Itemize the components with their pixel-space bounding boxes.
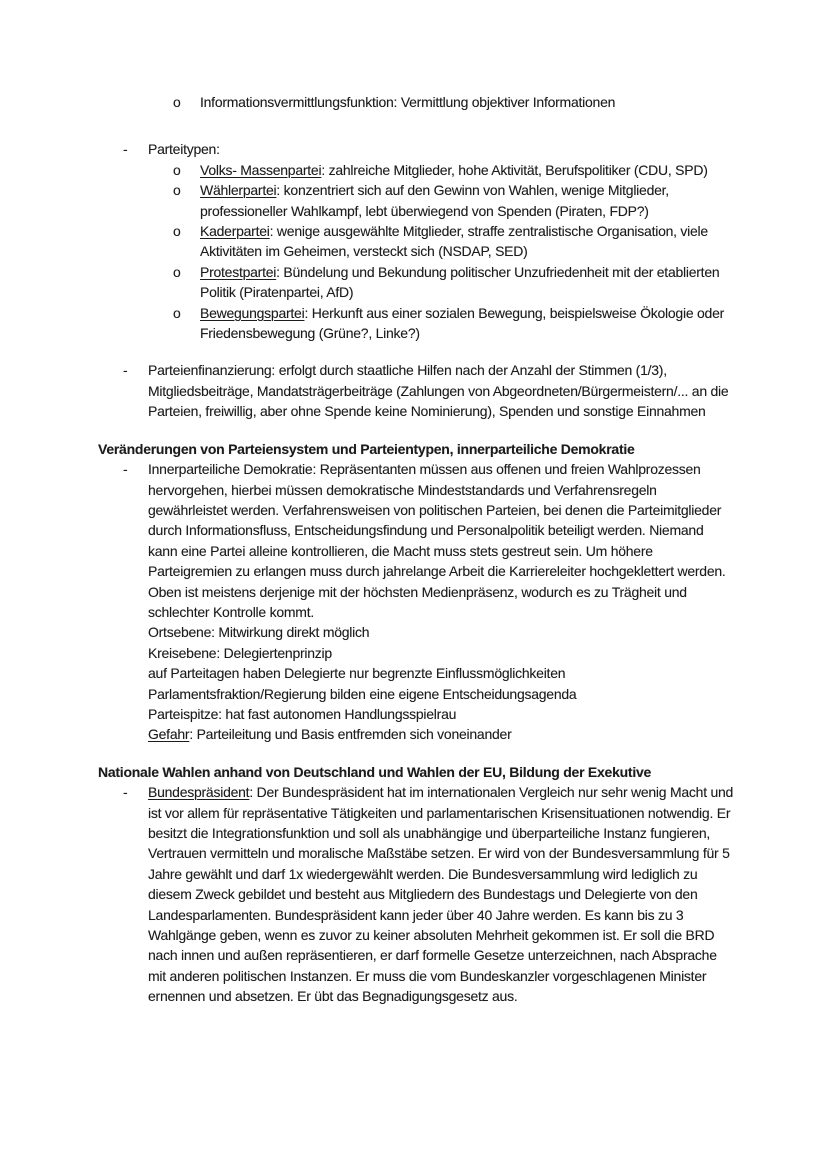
text-segment: Parteispitze: hat fast autonomen Handlungsspielrau	[148, 705, 457, 722]
blank-line	[98, 112, 734, 139]
paragraph-line	[98, 704, 734, 724]
text-segment: : Parteileitung und Basis entfremden sich voneinander	[189, 726, 512, 743]
text-segment: Volks- Massenpartei	[200, 161, 322, 178]
text-segment: Bundespräsident	[148, 784, 250, 801]
list-item-level1	[98, 782, 734, 1006]
bullet-marker: o	[173, 94, 181, 110]
text-segment: Wählerpartei	[200, 182, 277, 199]
text-segment: Kreisebene: Delegiertenprinzip	[148, 644, 332, 661]
section-heading	[98, 439, 734, 459]
list-item-level1	[98, 459, 734, 622]
paragraph-line	[98, 684, 734, 704]
text-segment: Parlamentsfraktion/Regierung bilden eine eigene Entscheidungsagenda	[148, 685, 577, 702]
list-item-level2	[98, 303, 734, 344]
text-segment: Ortsebene: Mitwirkung direkt möglich	[148, 624, 370, 641]
text-segment: Parteienfinanzierung: erfolgt durch staatliche Hilfen nach der Anzahl der Stimmen (1/3), Mitgliedsbeiträge, Mandatsträgerbeiträge (Zahlungen von Abgeordneten/Bürgermeistern/... an die Parteien, freiwillig, aber ohne Spende keine Nominierung), Spenden und sonstige Einnahmen	[148, 362, 729, 420]
bullet-marker: o	[173, 223, 181, 240]
list-item-level2	[98, 262, 734, 303]
bullet-marker: o	[173, 304, 181, 321]
paragraph-line	[98, 724, 734, 744]
paragraph-line	[98, 622, 734, 642]
bullet-marker: o	[173, 182, 181, 199]
text-segment: Innerparteiliche Demokratie: Repräsentanten müssen aus offenen und freien Wahlprozessen hervorgehen, hierbei müssen demokratische Mindeststandards und Verfahrensregeln gewährleistet werden. Verfahrensweisen von politischen Parteien, bei denen die Parteimitglieder durch Informationsfluss, Entscheidungsfindung und Personalpolitik beteiligt werden. Niemand kann eine Partei alleine kontrollieren, die Macht muss stets gestreut sein. Um höhere Parteigremien zu erlangen muss durch jahrelange Arbeit die Karriereleiter hochgeklettert werden. Oben ist meistens derjenige mit der höchsten Medienpräsenz, wodurch es zu Trägheit und schlechter Kontrolle kommt.	[148, 461, 726, 620]
list-item-level2	[98, 92, 734, 112]
text-segment: auf Parteitagen haben Delegierte nur begrenzte Einflussmöglichkeiten	[148, 665, 566, 682]
bullet-marker: -	[123, 362, 128, 379]
blank-line	[98, 422, 734, 439]
bullet-marker: -	[123, 141, 128, 158]
list-item-level2	[98, 180, 734, 221]
text-segment: Parteitypen:	[148, 141, 220, 158]
text-segment: : zahlreiche Mitglieder, hohe Aktivität, Berufspolitiker (CDU, SPD)	[321, 161, 708, 178]
bullet-marker: -	[123, 461, 128, 478]
paragraph-line	[98, 643, 734, 663]
text-segment: Gefahr	[148, 726, 190, 743]
paragraph-line	[98, 663, 734, 683]
text-segment: Informationsvermittlungsfunktion: Vermittlung objektiver Informationen	[200, 94, 616, 110]
text-segment: : wenige ausgewählte Mitglieder, straffe zentralistische Organisation, viele Aktivitäten im Geheimen, versteckt sich (NSDAP, SED)	[200, 223, 708, 260]
bullet-marker: o	[173, 263, 181, 280]
list-item-level2	[98, 221, 734, 262]
text-segment: Bewegungspartei	[200, 304, 305, 321]
bullet-marker: -	[123, 784, 128, 801]
text-segment: Kaderpartei	[200, 223, 270, 240]
text-segment: : Bündelung und Bekundung politischer Unzufriedenheit mit der etablierten Politik (Piratenpartei, AfD)	[200, 263, 720, 301]
text-segment: : konzentriert sich auf den Gewinn von Wahlen, wenige Mitglieder, professioneller Wahlkampf, lebt überwiegend von Spenden (Piraten, FDP?)	[200, 182, 669, 219]
text-segment: : Der Bundespräsident hat im internationalen Vergleich nur sehr wenig Macht und ist vor allem für repräsentative Tätigkeiten und parlamentarischen Krisensituationen notwendig. Er besitzt die Integrationsfunktion und soll als unabhängige und überparteiliche Instanz fungieren, Vertrauen vermitteln und moralische Maßstäbe setzen. Er wird von der Bundesversammlung für 5 Jahre gewählt und darf 1x wiedergewählt werden. Die Bundesversammlung wird lediglich zu diesem Zweck gebildet und besteht aus Mitgliedern des Bundestags und Delegierte von den Landesparlamenten. Bundespräsident kann jeder über 40 Jahre werden. Es kann bis zu 3 Wahlgänge geben, wenn es zuvor zu keiner absoluten Mehrheit gekommen ist. Er soll die BRD nach innen und außen repräsentieren, er darf formelle Gesetze unterzeichnen, nach Absprache mit anderen politischen Instanzen. Er muss die vom Bundeskanzler vorgeschlagenen Minister ernennen und absetzen. Er übt das Begnadigungsgesetz aus.	[148, 784, 734, 1005]
bullet-marker: o	[173, 161, 181, 178]
list-item-level1	[98, 139, 734, 159]
text-segment: Nationale Wahlen anhand von Deutschland und Wahlen der EU, Bildung der Exekutive	[98, 763, 652, 780]
list-item-level1	[98, 360, 734, 421]
text-segment: : Herkunft aus einer sozialen Bewegung, beispielsweise Ökologie oder Friedensbewegung (Grüne?, Linke?)	[200, 304, 725, 342]
text-segment: Protestpartei	[200, 263, 277, 280]
text-segment: Veränderungen von Parteiensystem und Parteientypen, innerparteiliche Demokratie	[98, 440, 635, 457]
section-heading	[98, 762, 734, 782]
document-body	[98, 92, 734, 1007]
blank-line	[98, 343, 734, 360]
list-item-level2	[98, 160, 734, 180]
blank-line	[98, 745, 734, 762]
